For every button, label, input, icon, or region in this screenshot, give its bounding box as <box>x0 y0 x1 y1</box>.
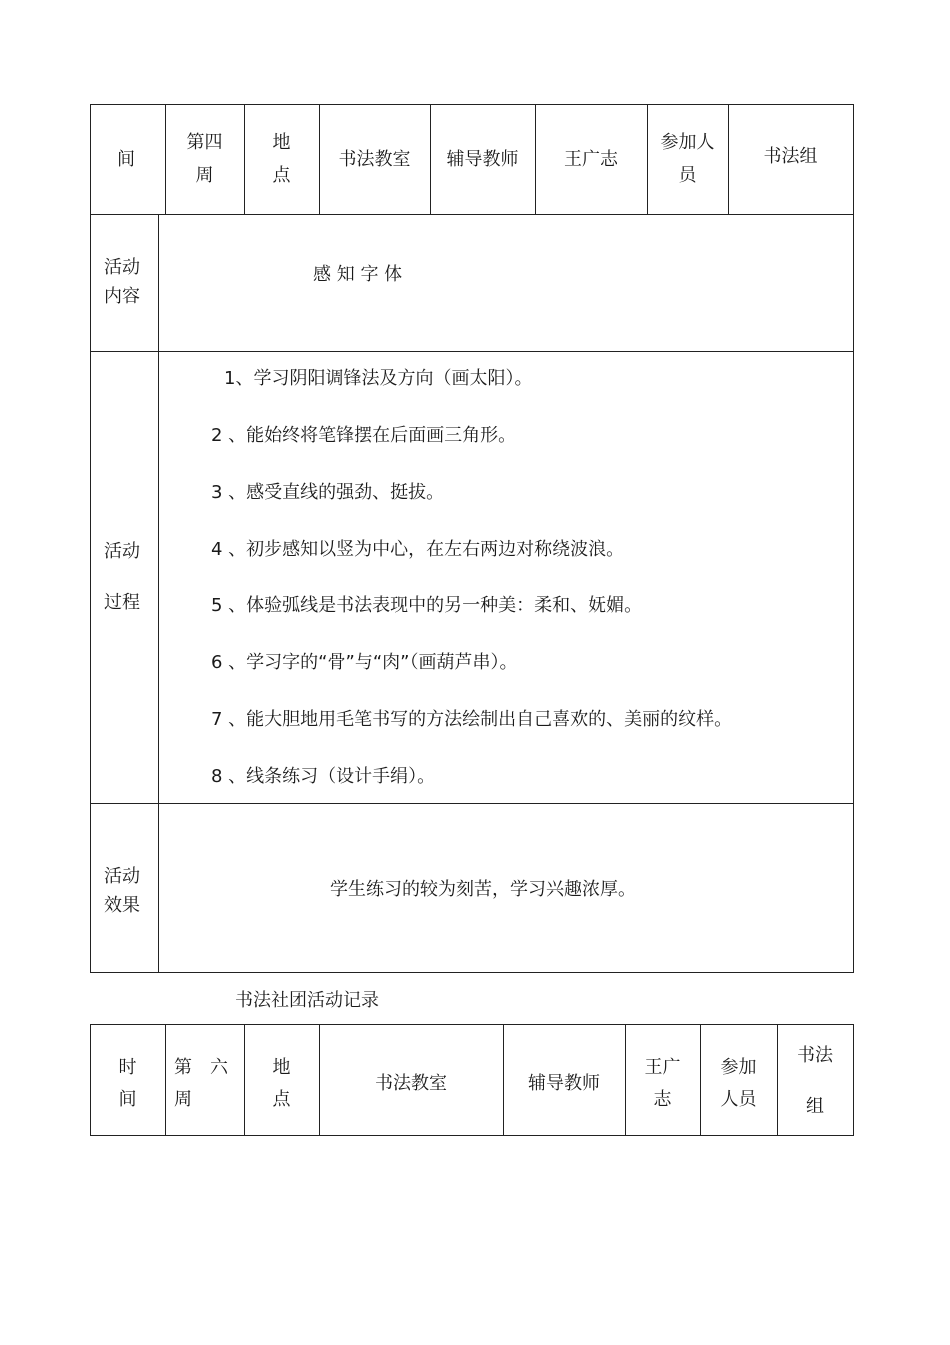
table-border <box>777 1024 778 1136</box>
table-border <box>165 1024 166 1136</box>
table-border <box>244 104 245 215</box>
table-border <box>625 1024 626 1136</box>
participants-value: 书法组 <box>763 146 818 167</box>
process-label-line-1: 活动 <box>104 541 140 562</box>
table-border <box>90 351 854 352</box>
effect-label-line-1: 活动 <box>104 866 140 887</box>
table-border <box>165 104 166 215</box>
process-item: 5 、体验弧线是书法表现中的另一种美：柔和、妩媚。 <box>211 595 643 616</box>
week-line-1: 第四 <box>186 132 223 153</box>
place-label-line-2: 点 <box>272 1089 291 1110</box>
table-border <box>90 214 854 215</box>
process-item: 7 、能大胆地用毛笔书写的方法绘制出自己喜欢的、美丽的纹样。 <box>211 709 733 730</box>
table-border <box>853 1024 854 1136</box>
process-item: 1、学习阴阳调锋法及方向（画太阳）。 <box>224 368 533 389</box>
participants-value-line-2: 组 <box>806 1096 824 1117</box>
process-label-line-2: 过程 <box>104 592 140 613</box>
process-item: 4 、初步感知以竖为中心，在左右两边对称绕波浪。 <box>211 539 625 560</box>
content-label-line-2: 内容 <box>104 286 140 307</box>
table-border <box>700 1024 701 1136</box>
section-title: 书法社团活动记录 <box>235 990 379 1011</box>
process-item: 6 、学习字的“骨”与“肉”（画葫芦串）。 <box>211 652 518 673</box>
effect-value: 学生练习的较为刻苦，学习兴趣浓厚。 <box>330 879 636 900</box>
time-label-line-2: 间 <box>118 1089 137 1110</box>
table-border <box>90 1135 854 1136</box>
teacher-value-line-1: 王广 <box>644 1057 681 1078</box>
teacher-value: 王广志 <box>564 149 618 170</box>
effect-label-line-2: 效果 <box>104 895 140 916</box>
table-border <box>90 803 854 804</box>
table-border <box>853 104 854 973</box>
participants-label-line-2: 员 <box>678 165 697 186</box>
process-item: 3 、感受直线的强劲、挺拔。 <box>211 482 445 503</box>
table-border <box>90 104 91 973</box>
place-value: 书法教室 <box>338 149 411 170</box>
place-label-line-2: 点 <box>272 165 291 186</box>
week-line-1: 第 六 <box>174 1057 228 1078</box>
participants-value-line-1: 书法 <box>797 1045 833 1066</box>
participants-label-line-1: 参加 <box>720 1057 757 1078</box>
table-border <box>244 1024 245 1136</box>
table-border <box>647 104 648 215</box>
teacher-value-line-2: 志 <box>653 1089 672 1110</box>
time-label-line-1: 时 <box>118 1057 137 1078</box>
time-label: 间 <box>117 149 135 170</box>
place-label-line-1: 地 <box>272 1057 291 1078</box>
participants-label-line-1: 参加人 <box>660 132 715 153</box>
teacher-label: 辅导教师 <box>528 1073 600 1094</box>
week-line-2: 周 <box>174 1089 192 1110</box>
content-value: 感 知 字 体 <box>313 264 403 285</box>
table-border <box>158 214 159 973</box>
table-border <box>90 972 854 973</box>
participants-label-line-2: 人员 <box>720 1089 757 1110</box>
process-item: 2 、能始终将笔锋摆在后面画三角形。 <box>211 425 517 446</box>
table-border <box>90 1024 854 1025</box>
process-item: 8 、线条练习（设计手绢）。 <box>211 766 436 787</box>
teacher-label: 辅导教师 <box>446 149 519 170</box>
place-value: 书法教室 <box>375 1073 447 1094</box>
table-border <box>90 104 854 105</box>
place-label-line-1: 地 <box>272 132 291 153</box>
week-line-2: 周 <box>195 165 214 186</box>
content-label-line-1: 活动 <box>104 257 140 278</box>
table-border <box>90 1024 91 1136</box>
